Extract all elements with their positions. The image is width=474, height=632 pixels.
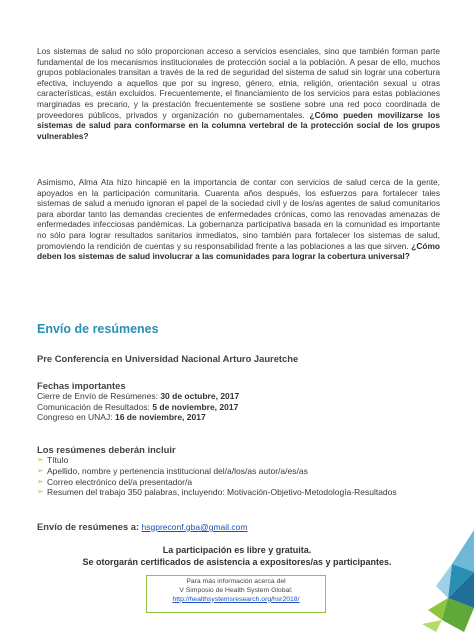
list-item bbox=[37, 466, 447, 477]
arrow-bullet-icon: ➢ bbox=[37, 487, 44, 497]
arrow-bullet-icon: ➢ bbox=[37, 466, 44, 475]
paragraph-question: ¿Cómo pueden movilizarse los sistemas de salud para conformarse en la columna vertebral de la protección social de los grupos vulnerables? bbox=[37, 109, 440, 141]
date-value: 5 de noviembre, 2017 bbox=[152, 401, 239, 412]
participation-note: La participación es libre y gratuita. bbox=[162, 545, 312, 555]
paragraph-text: Los sistemas de salud no sólo proporcionan acceso a servicios esenciales, sino que también forman parte fundamental de los mecanismos institucionales de protección social a la población. A pesar de ello, muchos grupos poblacionales transitan a través de la red de seguridad del sistema de salud sin lograr una cobertura efectiva, incluyendo a aquellos que por su ingreso, género, etnia, religión, orientación sexual u otras características, están excluidos. Frecuentemente, el financiamiento de los servicios para estas poblaciones marginadas es precario, y la prestación frecuentemente se sostiene sobre una red poco coordinada de proveedores públicos, privados y organización no gubernamentales. bbox=[37, 46, 440, 120]
list-item-text: Título bbox=[47, 455, 69, 466]
list-item bbox=[37, 455, 447, 466]
date-label: Cierre de Envío de Resúmenes: bbox=[37, 391, 158, 402]
intro-paragraph-2 bbox=[37, 177, 440, 262]
dates-heading: Fechas importantes bbox=[37, 380, 126, 391]
certificate-note: Se otorgarán certificados de asistencia a expositores/as y participantes. bbox=[82, 557, 392, 567]
paragraph-question: ¿Cómo deben los sistemas de salud involucrar a las comunidades para lograr la cobertura universal? bbox=[37, 240, 440, 262]
date-label: Congreso en UNAJ: bbox=[37, 412, 113, 423]
intro-paragraph-1 bbox=[37, 46, 440, 141]
info-line-2: V Simposio de Health System Global: bbox=[179, 586, 293, 594]
list-item bbox=[37, 487, 427, 498]
info-box bbox=[146, 575, 326, 613]
origami-bird-icon bbox=[414, 512, 474, 632]
info-link[interactable]: http://healthsystemsresearch.org/hsr2018/ bbox=[172, 595, 300, 603]
arrow-bullet-icon: ➢ bbox=[37, 476, 44, 486]
date-label: Comunicación de Resultados: bbox=[37, 401, 150, 412]
date-value: 30 de octubre, 2017 bbox=[160, 391, 240, 402]
list-item bbox=[37, 477, 447, 488]
list-item-text: Apellido, nombre y pertenencia institucional del/a/los/as autor/a/es/as bbox=[47, 466, 308, 476]
date-value: 16 de noviembre, 2017 bbox=[114, 412, 206, 423]
list-item-text: Resumen del trabajo 350 palabras, incluyendo: Motivación-Objetivo-Metodología-Resultados bbox=[47, 487, 397, 498]
section-title: Envío de resúmenes bbox=[37, 322, 159, 336]
include-section bbox=[37, 445, 447, 498]
date-row bbox=[37, 412, 447, 422]
send-label: Envío de resúmenes a bbox=[37, 521, 137, 532]
date-row bbox=[37, 402, 447, 412]
include-heading: Los resúmenes deberán incluir bbox=[37, 444, 176, 455]
email-link[interactable]: hsgpreconf.gba@gmail.com bbox=[141, 522, 248, 532]
important-dates bbox=[37, 381, 447, 423]
send-abstracts: Envío de resúmenes a: hsgpreconf.gba@gmail.com bbox=[37, 521, 248, 532]
paragraph-text: Asimismo, Alma Ata hizo hincapié en la importancia de contar con servicios de salud cerca de la gente, apoyados en la participación comunitaria. Cuarenta años después, los esfuerzos para fortalecer tales sistemas de salud a menudo ignoran el papel de la sociedad civil y de los/as agentes de salud comunitarios para abordar tanto las demandas crecientes de enfermedades crónicas, como las renovadas amenazas de enfermedades infecciosas pandémicas. La gobernanza participativa basada en la comunidad es importante no sólo para lograr resultados sanitarios inmediatos, sino también para fortalecer los sistemas de salud, promoviendo la rendición de cuentas y su responsabilidad frente a las poblaciones a las que sirven. bbox=[37, 177, 440, 251]
date-row bbox=[37, 391, 447, 401]
arrow-bullet-icon: ➢ bbox=[37, 455, 44, 465]
include-list bbox=[37, 455, 447, 497]
list-item-text: Correo electrónico del/a presentador/a bbox=[47, 476, 193, 487]
info-line-1: Para más información acerca del bbox=[186, 578, 286, 585]
pre-conference-heading: Pre Conferencia en Universidad Nacional Arturo Jauretche bbox=[37, 353, 299, 364]
